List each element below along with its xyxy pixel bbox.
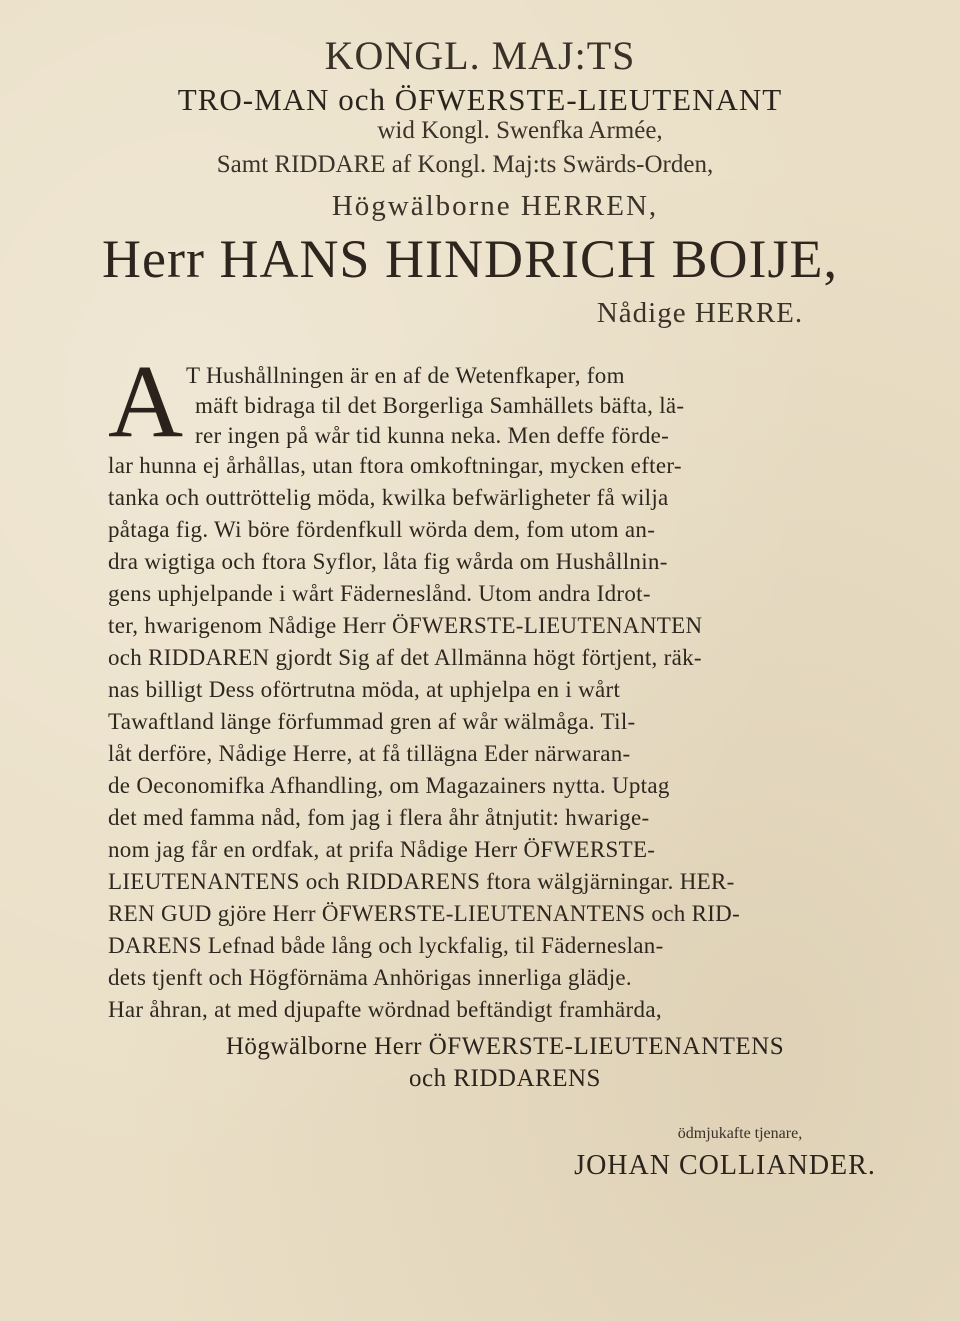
body-line: det med famma nåd, fom jag i flera åhr åtnjutit: hwarige- (108, 805, 650, 830)
body-line: dets tjenft och Högförnäma Anhörigas innerliga glädje. (108, 965, 632, 990)
body-line: DARENS Lefnad både lång och lyckfalig, til Fäderneslan- (108, 933, 664, 958)
header-honorific: Högwälborne HERREN, (331, 190, 659, 222)
body-line: och RIDDAREN gjordt Sig af det Allmänna högt förtjent, räk- (108, 645, 702, 670)
body-line: tanka och outtröttelig möda, kwilka befwärligheter få wilja (108, 485, 669, 510)
body-line: påtaga fig. Wi böre fördenfkull wörda dem, fom utom an- (108, 517, 656, 542)
body-line: låt derföre, Nådige Herre, at få tillägna Eder närwaran- (108, 741, 631, 766)
body-line: lar hunna ej århållas, utan ftora omkoftningar, mycken efter- (108, 453, 682, 478)
body-line: rer ingen på wår tid kunna neka. Men deffe förde- (195, 423, 670, 448)
body-line: REN GUD gjöre Herr ÖFWERSTE-LIEUTENANTENS och RID- (108, 901, 741, 926)
body-line: ter, hwarigenom Nådige Herr ÖFWERSTE-LIEUTENANTEN (108, 613, 703, 638)
body-line: de Oeconomifka Afhandling, om Magazainers nytta. Uptag (108, 773, 670, 798)
body-line: dra wigtiga och ftora Syflor, låta fig wårda om Hushållnin- (108, 549, 668, 574)
body-line: Har åhran, at med djupafte wördnad beftändigt framhärda, (108, 997, 662, 1022)
header-army: wid Kongl. Swenfka Armée, (377, 117, 663, 144)
body-line: mäft bidraga til det Borgerliga Samhällets bäfta, lä- (195, 393, 685, 418)
body-line: LIEUTENANTENS och RIDDARENS ftora wälgjärningar. HER- (108, 869, 735, 894)
body-line: nom jag får en ordfak, at prifa Nådige Herr ÖFWERSTE- (108, 837, 656, 862)
drop-cap: A (108, 344, 184, 459)
body-line: gens uphjelpande i wårt Fäderneslånd. Utom andra Idrot- (108, 581, 651, 606)
header-title: KONGL. MAJ:TS (324, 33, 636, 78)
body-line: T Hushållningen är en af de Wetenfkaper, fom (186, 363, 625, 388)
servant-line: ödmjukafte tjenare, (677, 1125, 803, 1142)
signature: JOHAN COLLIANDER. (574, 1150, 876, 1181)
dedicatee-name: Herr HANS HINDRICH BOIJE, (102, 229, 838, 289)
body-line: nas billigt Dess oförtrutna möda, at uphjelpa en i wårt (108, 677, 621, 702)
salutation: Nådige HERRE. (596, 297, 804, 329)
header-rank: TRO-MAN och ÖFWERSTE-LIEUTENANT (177, 82, 783, 117)
body-line: Tawaftland länge förfummad gren af wår wälmåga. Til- (108, 709, 636, 734)
closing-address: Högwälborne Herr ÖFWERSTE-LIEUTENANTENS (225, 1033, 785, 1060)
closing-address-2: och RIDDARENS (409, 1065, 601, 1092)
header-order: Samt RIDDARE af Kongl. Maj:ts Swärds-Orden, (216, 151, 714, 178)
